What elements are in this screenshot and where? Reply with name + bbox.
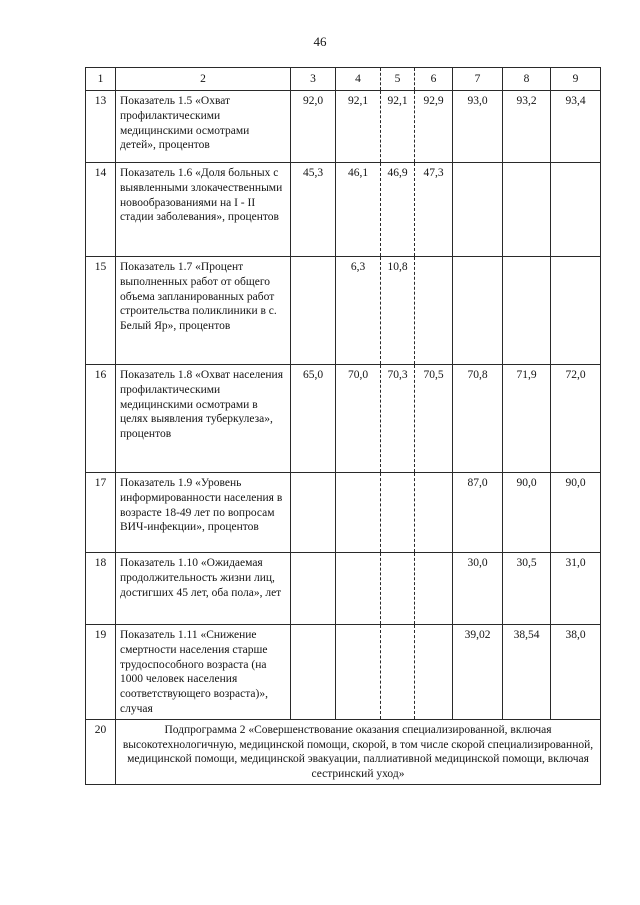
table-row bbox=[86, 625, 601, 720]
indicator-value: 70,3 bbox=[381, 365, 415, 473]
indicator-value bbox=[415, 625, 453, 720]
indicator-name: Показатель 1.6 «Доля больных с выявленными злокачественными новообразованиями на I - II стадии заболевания», процентов bbox=[116, 163, 291, 257]
indicator-value: 10,8 bbox=[381, 257, 415, 365]
indicator-value: 38,0 bbox=[551, 625, 601, 720]
row-number: 18 bbox=[86, 553, 116, 625]
row-number: 15 bbox=[86, 257, 116, 365]
indicator-value bbox=[415, 553, 453, 625]
indicator-value bbox=[503, 163, 551, 257]
indicator-value: 93,4 bbox=[551, 91, 601, 163]
indicator-value bbox=[336, 473, 381, 553]
indicator-value: 93,0 bbox=[453, 91, 503, 163]
column-header-6: 6 bbox=[415, 68, 453, 91]
row-number: 19 bbox=[86, 625, 116, 720]
indicator-value: 92,1 bbox=[336, 91, 381, 163]
row-number: 16 bbox=[86, 365, 116, 473]
indicator-value: 92,9 bbox=[415, 91, 453, 163]
page-number: 46 bbox=[313, 34, 327, 49]
indicator-value bbox=[336, 553, 381, 625]
indicator-value bbox=[453, 163, 503, 257]
indicator-value: 30,5 bbox=[503, 553, 551, 625]
table-row bbox=[86, 163, 601, 257]
column-header-3: 3 bbox=[291, 68, 336, 91]
table-row bbox=[86, 553, 601, 625]
row-number: 17 bbox=[86, 473, 116, 553]
indicator-name: Показатель 1.7 «Процент выполненных работ от общего объема запланированных работ строительства поликлиники в с. Белый Яр», процентов bbox=[116, 257, 291, 365]
indicator-value: 65,0 bbox=[291, 365, 336, 473]
indicator-value: 39,02 bbox=[453, 625, 503, 720]
indicator-value bbox=[453, 257, 503, 365]
indicator-value: 90,0 bbox=[503, 473, 551, 553]
indicator-value bbox=[415, 257, 453, 365]
indicator-value: 92,0 bbox=[291, 91, 336, 163]
indicator-value: 38,54 bbox=[503, 625, 551, 720]
indicator-value: 90,0 bbox=[551, 473, 601, 553]
table-row bbox=[86, 365, 601, 473]
indicator-value bbox=[381, 553, 415, 625]
indicator-value: 93,2 bbox=[503, 91, 551, 163]
column-header-7: 7 bbox=[453, 68, 503, 91]
indicator-name: Показатель 1.8 «Охват населения профилактическими медицинскими осмотрами в целях выявления туберкулеза», процентов bbox=[116, 365, 291, 473]
indicator-name: Показатель 1.11 «Снижение смертности населения старше трудоспособного возраста (на 1000 человек населения соответствующего возраста)», случая bbox=[116, 625, 291, 720]
subprogram-row bbox=[86, 719, 601, 784]
indicator-value: 71,9 bbox=[503, 365, 551, 473]
indicator-value bbox=[291, 625, 336, 720]
indicator-value: 6,3 bbox=[336, 257, 381, 365]
row-number: 20 bbox=[86, 719, 116, 784]
indicator-value: 30,0 bbox=[453, 553, 503, 625]
header-row bbox=[86, 68, 601, 91]
indicator-value: 87,0 bbox=[453, 473, 503, 553]
indicator-value: 45,3 bbox=[291, 163, 336, 257]
indicator-value: 46,1 bbox=[336, 163, 381, 257]
column-header-9: 9 bbox=[551, 68, 601, 91]
indicator-value bbox=[503, 257, 551, 365]
indicator-value bbox=[291, 553, 336, 625]
indicator-value: 70,0 bbox=[336, 365, 381, 473]
indicator-value bbox=[415, 473, 453, 553]
indicator-value: 70,8 bbox=[453, 365, 503, 473]
indicator-value bbox=[381, 625, 415, 720]
indicator-value: 92,1 bbox=[381, 91, 415, 163]
table-row bbox=[86, 91, 601, 163]
indicator-value: 72,0 bbox=[551, 365, 601, 473]
column-header-1: 1 bbox=[86, 68, 116, 91]
indicator-name: Показатель 1.5 «Охват профилактическими медицинскими осмотрами детей», процентов bbox=[116, 91, 291, 163]
indicator-value: 46,9 bbox=[381, 163, 415, 257]
row-number: 13 bbox=[86, 91, 116, 163]
column-header-4: 4 bbox=[336, 68, 381, 91]
indicators-table bbox=[85, 67, 601, 785]
indicator-value bbox=[381, 473, 415, 553]
subprogram-title: Подпрограмма 2 «Совершенствование оказания специализированной, включая высокотехнологичную, медицинской помощи, скорой, в том числе скорой специализированной, медицинской помощи, медицинской эвакуации, паллиативной медицинской помощи, включая сестринский уход» bbox=[116, 719, 601, 784]
indicator-value bbox=[291, 473, 336, 553]
column-header-8: 8 bbox=[503, 68, 551, 91]
column-header-5: 5 bbox=[381, 68, 415, 91]
indicator-value bbox=[291, 257, 336, 365]
indicator-value bbox=[336, 625, 381, 720]
indicator-value: 47,3 bbox=[415, 163, 453, 257]
indicator-value: 70,5 bbox=[415, 365, 453, 473]
indicator-value: 31,0 bbox=[551, 553, 601, 625]
indicator-value bbox=[551, 257, 601, 365]
indicator-value bbox=[551, 163, 601, 257]
indicator-name: Показатель 1.10 «Ожидаемая продолжительность жизни лиц, достигших 45 лет, оба пола», лет bbox=[116, 553, 291, 625]
indicator-name: Показатель 1.9 «Уровень информированности населения в возрасте 18-49 лет по вопросам ВИЧ-инфекции», процентов bbox=[116, 473, 291, 553]
table-row bbox=[86, 257, 601, 365]
row-number: 14 bbox=[86, 163, 116, 257]
table-row bbox=[86, 473, 601, 553]
column-header-2: 2 bbox=[116, 68, 291, 91]
